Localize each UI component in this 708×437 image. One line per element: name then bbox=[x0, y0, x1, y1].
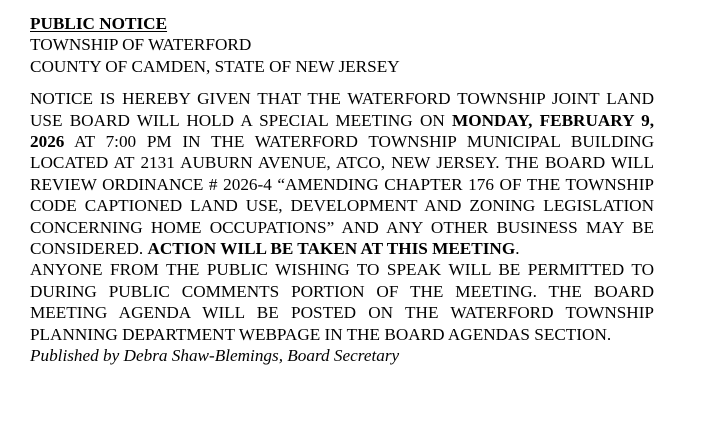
meeting-date: MONDAY, FEBRUARY 9, 2026 bbox=[30, 110, 655, 152]
township-name: TOWNSHIP OF WATERFORD bbox=[30, 35, 252, 55]
notice-title: PUBLIC NOTICE bbox=[30, 14, 168, 33]
meeting-announcement-paragraph bbox=[30, 88, 654, 259]
public-comment-paragraph: ANYONE FROM THE PUBLIC WISHING TO SPEAK WILL BE PERMITTED TO DURING PUBLIC COMMENTS PORTION OF THE MEETING. THE BOARD MEETING AGENDA WILL BE POSTED ON THE WATERFORD TOWNSHIP PLANNING DEPARTMENT WEBPAGE IN THE BOARD AGENDAS SECTION. bbox=[30, 260, 654, 344]
public-notice bbox=[30, 13, 654, 367]
action-statement-period: . bbox=[515, 239, 520, 259]
announcement-intro-text: NOTICE IS HEREBY GIVEN THAT THE WATERFORD TOWNSHIP JOINT LAND USE BOARD WILL HOLD A SPECIAL MEETING ON bbox=[30, 89, 654, 130]
county-state: COUNTY OF CAMDEN, STATE OF NEW JERSEY bbox=[30, 56, 400, 76]
publisher-signature: Published by Debra Shaw-Blemings, Board Secretary bbox=[30, 346, 400, 366]
action-statement: ACTION WILL BE TAKEN AT THIS MEETING bbox=[147, 239, 516, 259]
announcement-details-text: AT 7:00 PM IN THE WATERFORD TOWNSHIP MUNICIPAL BUILDING LOCATED AT 2131 AUBURN AVENUE, ATCO, NEW JERSEY. THE BOARD WILL REVIEW ORDINANCE # 2026-4 “AMENDING CHAPTER 176 OF THE TOWNSHIP CODE CAPTIONED LAND USE, DEVELOPMENT AND ZONING LEGISLATION CONCERNING HOME OCCUPATIONS” AND ANY OTHER BUSINESS MAY BE CONSIDERED. bbox=[30, 132, 654, 259]
